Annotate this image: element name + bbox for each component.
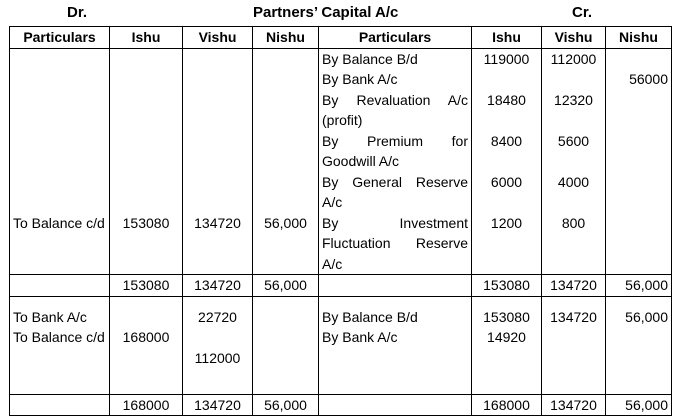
cr-total-vishu: 134720 <box>542 275 606 297</box>
cr-vishu-value: 800 <box>561 214 586 231</box>
col-header-dr-ishu: Ishu <box>110 27 183 49</box>
cr-ishu-value: 153080 <box>483 308 530 325</box>
cr-total-vishu: 134720 <box>542 394 606 416</box>
col-header-cr-particulars: Particulars <box>319 27 472 49</box>
col-header-cr-vishu: Vishu <box>542 27 606 49</box>
cr-ishu-value: 14920 <box>487 329 526 345</box>
col-header-cr-ishu: Ishu <box>472 27 542 49</box>
cr-total-nishu: 56,000 <box>606 275 672 297</box>
cr-ishu-cell <box>472 48 542 275</box>
dr-nishu-cell <box>253 296 319 394</box>
dr-particulars-cell <box>10 48 110 275</box>
cr-vishu-cell <box>542 296 606 394</box>
col-header-dr-vishu: Vishu <box>183 27 253 49</box>
dr-ishu-value: 153080 <box>122 214 170 231</box>
cr-particulars-cell <box>319 48 472 275</box>
cr-entry-balance-bd: By Balance B/d <box>322 308 418 325</box>
dr-vishu-value: 112000 <box>194 349 241 366</box>
cr-total-label-cell <box>319 394 472 416</box>
cr-total-nishu: 56,000 <box>606 394 672 416</box>
cr-total-label-cell <box>319 275 472 297</box>
dr-total-nishu: 56,000 <box>253 394 319 416</box>
dr-total-ishu: 153080 <box>110 275 183 297</box>
cr-ishu-value: 119000 <box>483 50 530 67</box>
col-header-dr-nishu: Nishu <box>253 27 319 49</box>
ledger-body-row <box>10 48 672 275</box>
cr-entry-general-reserve: By General Reserve A/c <box>322 173 468 210</box>
dr-vishu-value: 22720 <box>198 308 237 325</box>
dr-entry-to-bank: To Bank A/c <box>13 308 87 325</box>
cr-ishu-value: 6000 <box>490 173 523 190</box>
cr-nishu-value: 56,000 <box>625 308 668 325</box>
dr-total-label-cell <box>10 275 110 297</box>
cr-nishu-cell <box>606 48 672 275</box>
cr-vishu-value: 112000 <box>550 50 597 67</box>
dr-total-vishu: 134720 <box>183 275 253 297</box>
dr-entry-to-balance-cd: To Balance c/d <box>13 214 105 231</box>
dr-total-label-cell <box>10 394 110 416</box>
dr-nishu-value: 56,000 <box>264 214 307 231</box>
dr-vishu-value: 134720 <box>194 214 241 231</box>
debit-side-label: Dr. <box>67 4 88 21</box>
ledger-total-row <box>10 394 672 416</box>
cr-vishu-value: 4000 <box>557 173 590 190</box>
col-header-cr-nishu: Nishu <box>606 27 672 49</box>
cr-ishu-cell <box>472 296 542 394</box>
dr-total-vishu: 134720 <box>183 394 253 416</box>
col-header-dr-particulars: Particulars <box>10 27 110 49</box>
cr-entry-revaluation: By Revaluation A/c (profit) <box>322 91 468 128</box>
cr-ishu-value: 8400 <box>490 132 523 149</box>
partners-capital-ledger <box>9 26 672 416</box>
cr-ishu-value: 1200 <box>490 214 523 231</box>
cr-entry-bank: By Bank A/c <box>322 329 398 345</box>
cr-vishu-value: 5600 <box>557 132 590 149</box>
cr-vishu-value: 134720 <box>550 308 597 325</box>
ledger-total-row <box>10 275 672 297</box>
dr-particulars-cell <box>10 296 110 394</box>
cr-entry-bank: By Bank A/c <box>322 71 398 87</box>
cr-total-ishu: 168000 <box>472 394 542 416</box>
cr-vishu-value: 12320 <box>554 91 593 108</box>
dr-ishu-value: 168000 <box>122 329 170 345</box>
dr-ishu-cell <box>110 296 183 394</box>
dr-nishu-cell <box>253 48 319 275</box>
dr-total-nishu: 56,000 <box>253 275 319 297</box>
cr-nishu-cell <box>606 296 672 394</box>
cr-vishu-cell <box>542 48 606 275</box>
cr-nishu-value: 56000 <box>629 71 668 87</box>
ledger-body-row <box>10 296 672 394</box>
credit-side-label: Cr. <box>572 4 593 21</box>
cr-entry-ifr: By Investment Fluctuation Reserve A/c <box>322 214 468 272</box>
dr-vishu-cell <box>183 296 253 394</box>
dr-ishu-cell <box>110 48 183 275</box>
cr-particulars-cell <box>319 296 472 394</box>
cr-entry-goodwill: By Premium for Goodwill A/c <box>322 132 468 169</box>
cr-ishu-value: 18480 <box>487 91 526 108</box>
cr-total-ishu: 153080 <box>472 275 542 297</box>
column-header-row <box>10 27 672 49</box>
account-title: Partners’ Capital A/c <box>253 4 399 21</box>
dr-vishu-cell <box>183 48 253 275</box>
cr-entry-balance-bd: By Balance B/d <box>322 50 418 67</box>
dr-entry-to-balance-cd: To Balance c/d <box>13 329 105 345</box>
dr-total-ishu: 168000 <box>110 394 183 416</box>
